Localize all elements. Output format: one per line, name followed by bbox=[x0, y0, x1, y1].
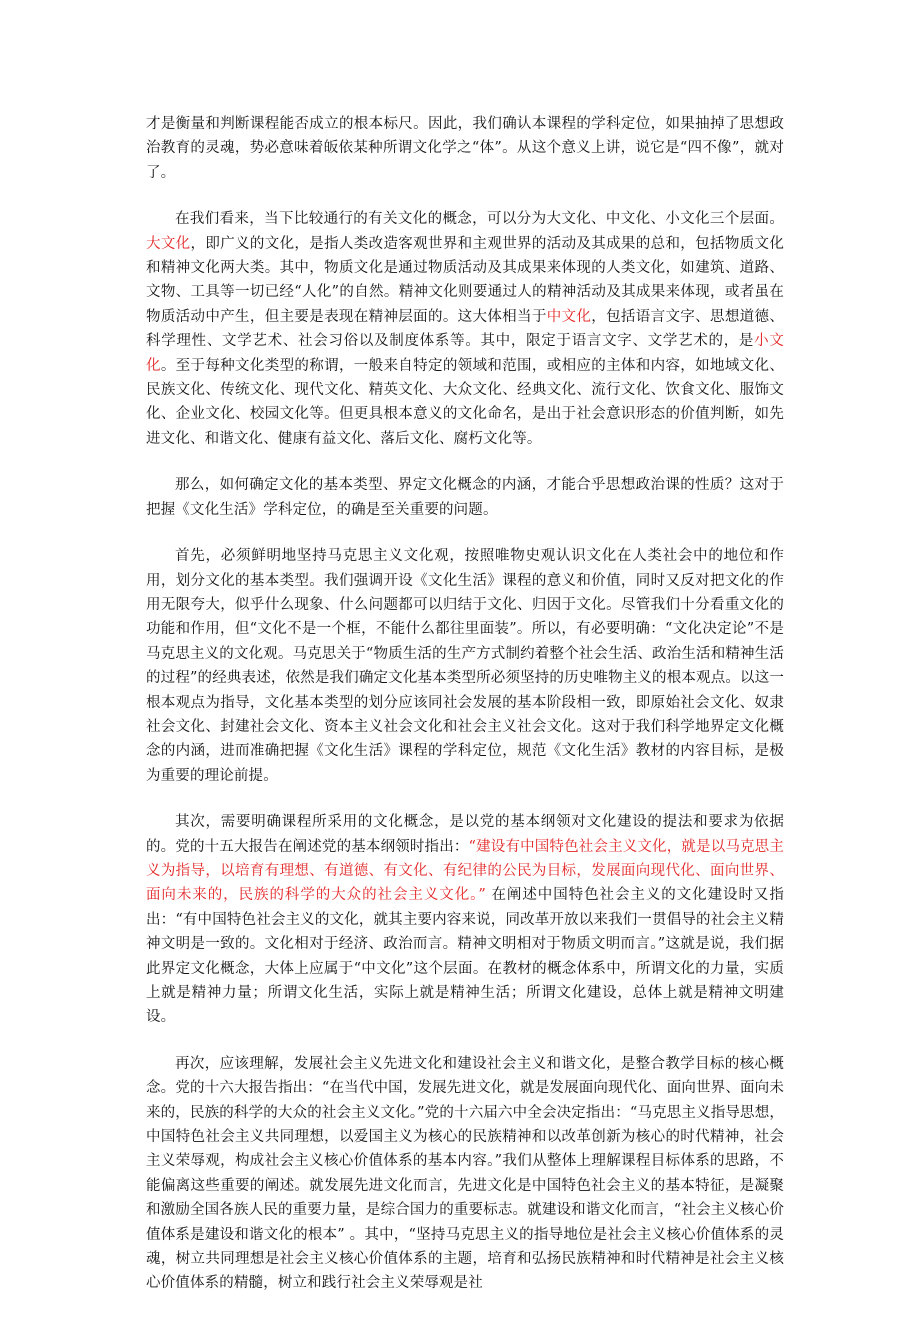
text-segment: 首先，必须鲜明地坚持马克思主义文化观，按照唯物史观认识文化在人类社会中的地位和作用，划分文化的基本类型。我们强调开设《文化生活》课程的意义和价值，同时又反对把文化的作用无限夸大，似乎什么现象、什么问题都可以归结于文化、归因于文化。尽管我们十分看重文化的功能和作用，但“文化不是一个框，不能什么都往里面装”。所以，有必要明确：“文化决定论”不是马克思主义的文化观。马克思关于“物质生活的生产方式制约着整个社会生活、政治生活和精神生活的过程”的经典表述，依然是我们确定文化基本类型所必须坚持的历史唯物主义的根本观点。以这一根本观点为指导，文化基本类型的划分应该同社会发展的基本阶段相一致，即原始社会文化、奴隶社会文化、封建社会文化、资本主义社会文化和社会主义社会文化。这对于我们科学地界定文化概念的内涵，进而准确把握《文化生活》课程的学科定位，规范《文化生活》教材的内容目标，是极为重要的理论前提。 bbox=[146, 548, 784, 784]
highlighted-text: “建设有中国特色社会主义文化，就是以马克思主义为指导，以培育有理想、有道德、有文化、有纪律的公民为目标，发展面向现代化、面向世界、面向未来的，民族的科学的大众的社会主义文化。” bbox=[146, 838, 784, 904]
text-segment: 在我们看来，当下比较通行的有关文化的概念，可以分为大文化、中文化、小文化三个层面。 bbox=[175, 211, 784, 228]
text-segment: 那么，如何确定文化的基本类型、界定文化概念的内涵，才能合乎思想政治课的性质？这对于把握《文化生活》学科定位，的确是至关重要的问题。 bbox=[146, 477, 784, 518]
paragraph bbox=[146, 473, 784, 522]
highlighted-text: 小文化 bbox=[146, 333, 784, 374]
document-body bbox=[146, 112, 784, 1318]
text-segment: 在阐述中国特色社会主义的文化建设时又指出：“有中国特色社会主义的文化，就其主要内容来说，同改革开放以来我们一贯倡导的社会主义精神文明是一致的。文化相对于经济、政治而言。精神文明相对于物质文明而言。”这就是说，我们据此界定文化概念，大体上应属于“中文化”这个层面。在教材的概念体系中，所谓文化的力量，实质上就是精神力量；所谓文化生活，实际上就是精神生活；所谓文化建设，总体上就是精神文明建设。 bbox=[146, 887, 784, 1026]
highlighted-text: 大文化 bbox=[146, 235, 191, 252]
paragraph bbox=[146, 544, 784, 788]
text-segment: 其次，需要明确课程所采用的文化概念，是以党的基本纲领对文化建设的提法和要求为依据的。党的十五大报告在阐述党的基本纲领时指出： bbox=[146, 814, 784, 855]
text-segment: 才是衡量和判断课程能否成立的根本标尺。因此，我们确认本课程的学科定位，如果抽掉了思想政治教育的灵魂，势必意味着皈依某种所谓文化学之“体”。从这个意义上讲，说它是“四不像”，就对了。 bbox=[146, 116, 784, 181]
paragraph bbox=[146, 112, 784, 185]
highlighted-text: 中文化 bbox=[546, 308, 592, 325]
paragraph bbox=[146, 207, 784, 451]
text-segment: ，包括语言文字、思想道德、科学理性、文学艺术、社会习俗以及制度体系等。其中，限定于语言文字、文学艺术的，是 bbox=[146, 308, 784, 350]
paragraph bbox=[146, 810, 784, 1030]
paragraph bbox=[146, 1052, 784, 1296]
text-segment: ，即广义的文化，是指人类改造客观世界和主观世界的活动及其成果的总和，包括物质文化和精神文化两大类。其中，物质文化是通过物质活动及其成果来体现的人类文化，如建筑、道路、文物、工具等一切已经“人化”的自然。精神文化则要通过人的精神活动及其成果来体现，或者虽在物质活动中产生，但主要是表现在精神层面的。这大体相当于 bbox=[146, 235, 784, 325]
text-segment: 。至于每种文化类型的称谓，一般来自特定的领域和范围，或相应的主体和内容，如地域文化、民族文化、传统文化、现代文化、精英文化、大众文化、经典文化、流行文化、饮食文化、服饰文化、企业文化、校园文化等。但更具根本意义的文化命名，是出于社会意识形态的价值判断，如先进文化、和谐文化、健康有益文化、落后文化、腐朽文化等。 bbox=[146, 357, 784, 447]
text-segment: 再次，应该理解，发展社会主义先进文化和建设社会主义和谐文化，是整合教学目标的核心概念。党的十六大报告指出：“在当代中国，发展先进文化，就是发展面向现代化、面向世界、面向未来的，民族的科学的大众的社会主义文化。”党的十六届六中全会决定指出：“马克思主义指导思想，中国特色社会主义共同理想，以爱国主义为核心的民族精神和以改革创新为核心的时代精神，社会主义荣辱观，构成社会主义核心价值体系的基本内容。”我们从整体上理解课程目标体系的思路，不能偏离这些重要的阐述。就发展先进文化而言，先进文化是中国特色社会主义的基本特征，是凝聚和激励全国各族人民的重要力量，是综合国力的重要标志。就建设和谐文化而言，“社会主义核心价值体系是建设和谐文化的根本” 。其中，“坚持马克思主义的指导地位是社会主义核心价值体系的灵魂，树立共同理想是社会主义核心价值体系的主题，培育和弘扬民族精神和时代精神是社会主义核心价值体系的精髓，树立和践行社会主义荣辱观是社 bbox=[146, 1055, 784, 1292]
